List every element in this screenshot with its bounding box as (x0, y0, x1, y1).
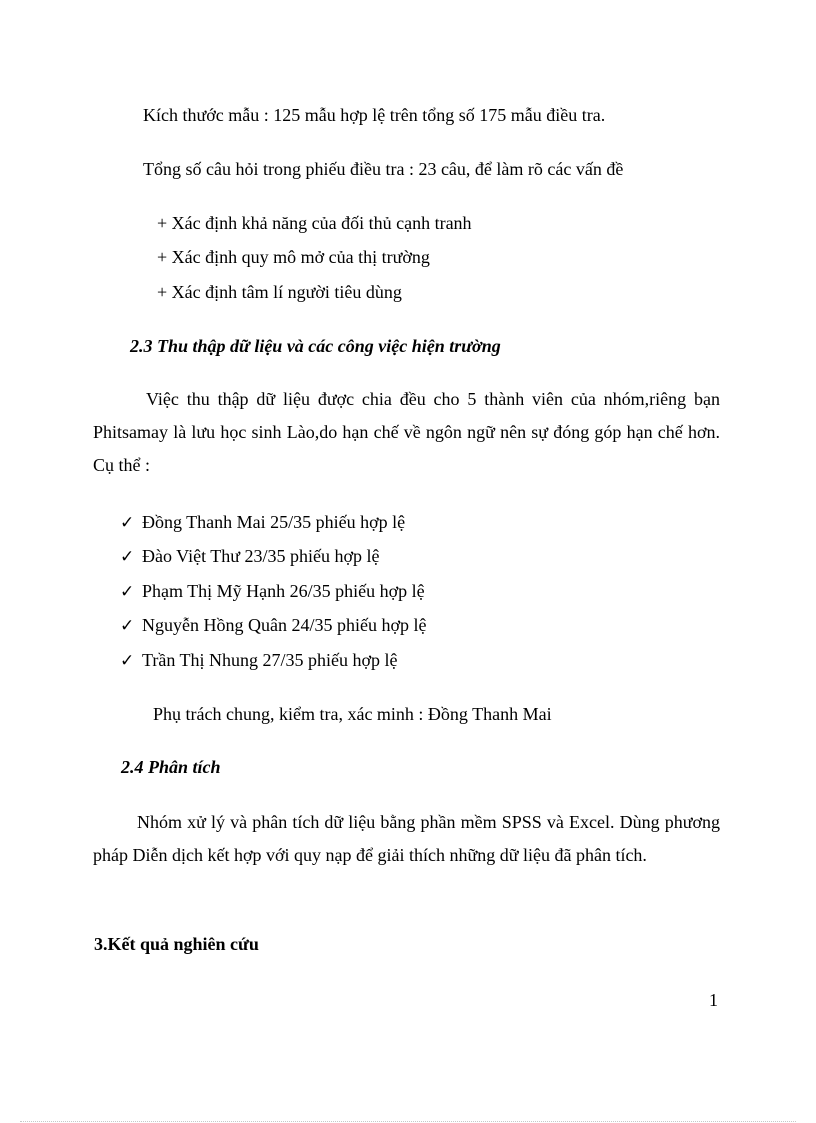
check-list-item (120, 511, 405, 534)
check-mark-icon: ✓ (120, 582, 135, 602)
plus-item: + Xác định khả năng của đối thủ cạnh tranh (157, 213, 472, 233)
check-item-text: Đào Việt Thư 23/35 phiếu hợp lệ (142, 546, 380, 566)
check-mark-icon: ✓ (120, 616, 135, 636)
question-count-line: Tổng số câu hỏi trong phiếu điều tra : 23 câu, để làm rõ các vấn đề (143, 159, 624, 179)
check-mark-icon: ✓ (120, 513, 135, 533)
check-list-item (120, 545, 380, 568)
section-heading-2-4: 2.4 Phân tích (121, 757, 221, 777)
check-list-item (120, 614, 426, 637)
paragraph-data-collection: Việc thu thập dữ liệu được chia đều cho 5 thành viên của nhóm,riêng bạn Phitsamay là lưu học sinh Lào,do hạn chế về ngôn ngữ nên sự đóng góp hạn chế hơn. Cụ thể : (93, 389, 720, 475)
check-list-item (120, 580, 425, 603)
check-item-text: Nguyễn Hồng Quân 24/35 phiếu hợp lệ (142, 615, 427, 635)
check-list-item (120, 649, 398, 672)
check-item-text: Phạm Thị Mỹ Hạnh 26/35 phiếu hợp lệ (142, 581, 425, 601)
page-bottom-divider (20, 1121, 796, 1122)
supervisor-line: Phụ trách chung, kiểm tra, xác minh : Đồng Thanh Mai (153, 704, 552, 724)
plus-item: + Xác định tâm lí người tiêu dùng (157, 282, 402, 302)
paragraph-analysis: Nhóm xử lý và phân tích dữ liệu bằng phần mềm SPSS và Excel. Dùng phương pháp Diễn dịch kết hợp với quy nạp để giải thích những dữ liệu đã phân tích. (93, 812, 720, 865)
check-item-text: Trần Thị Nhung 27/35 phiếu hợp lệ (142, 650, 398, 670)
check-item-text: Đồng Thanh Mai 25/35 phiếu hợp lệ (142, 512, 406, 532)
section-heading-2-3: 2.3 Thu thập dữ liệu và các công việc hiện trường (130, 336, 501, 356)
check-mark-icon: ✓ (120, 651, 135, 671)
sample-size-line: Kích thước mẫu : 125 mẫu hợp lệ trên tổng số 175 mẫu điều tra. (143, 105, 606, 125)
check-mark-icon: ✓ (120, 547, 135, 567)
section-heading-3: 3.Kết quả nghiên cứu (94, 934, 259, 954)
page-number: 1 (709, 990, 718, 1010)
plus-item: + Xác định quy mô mở của thị trường (157, 247, 430, 267)
